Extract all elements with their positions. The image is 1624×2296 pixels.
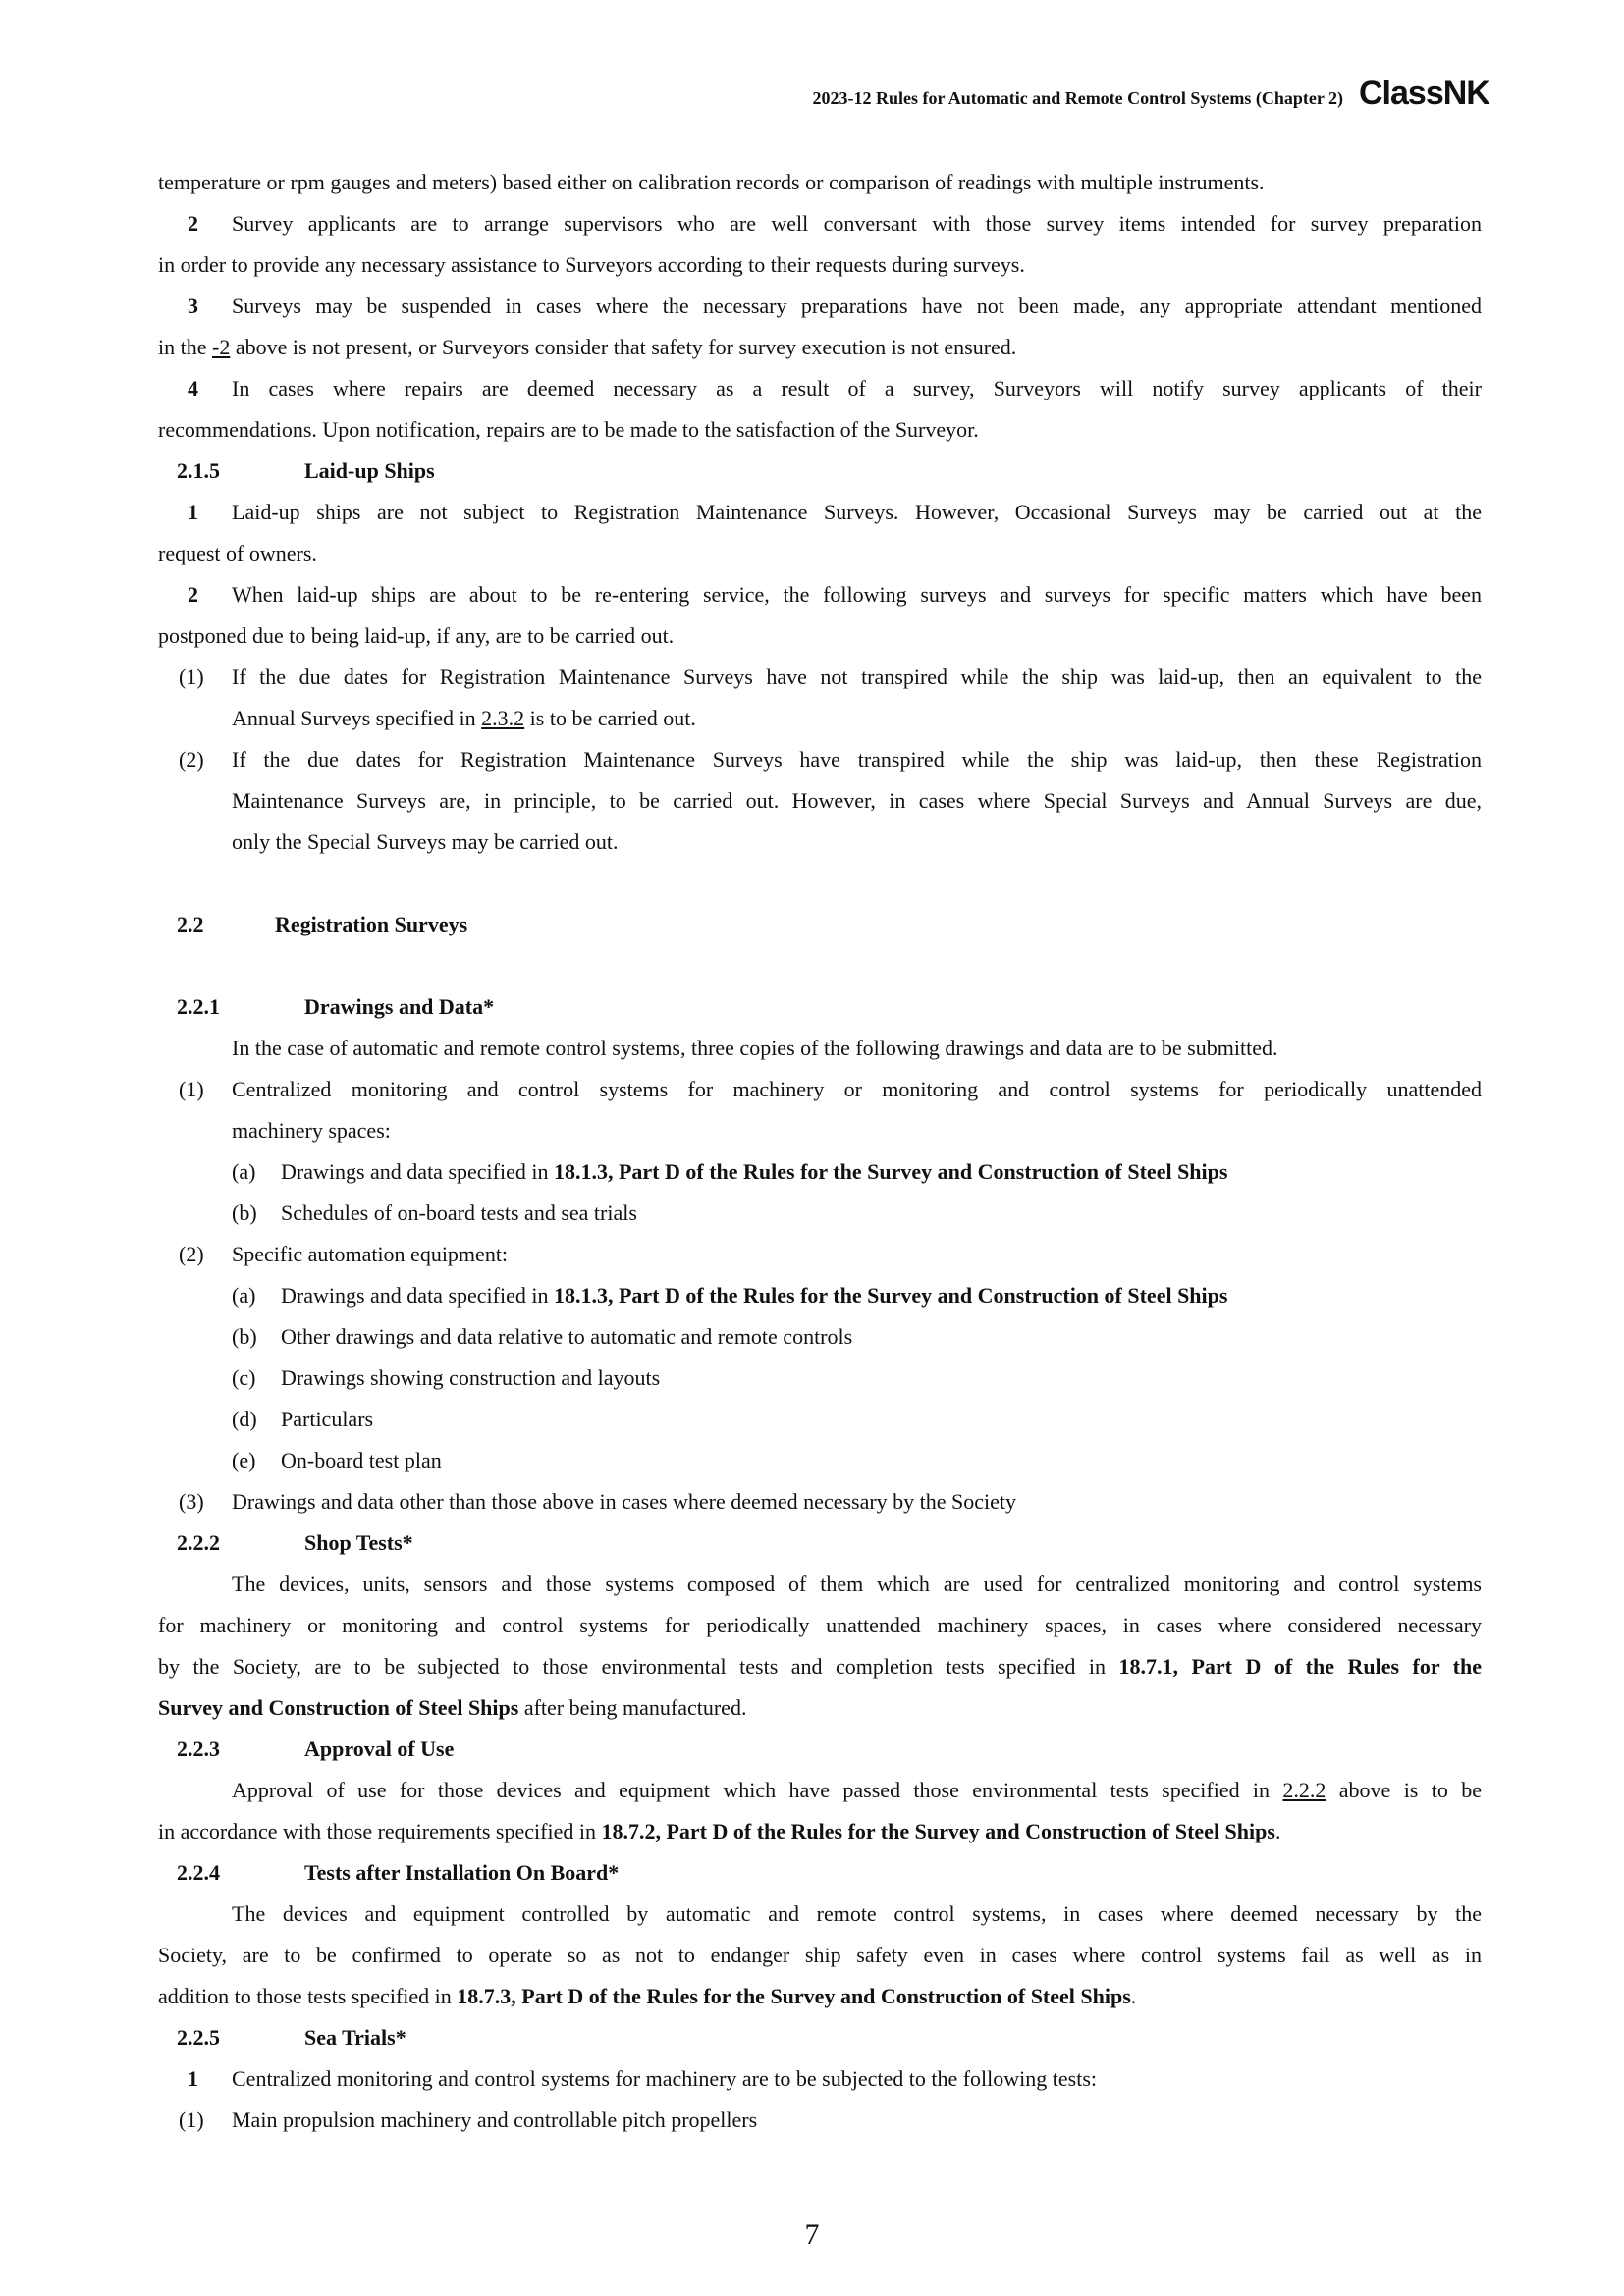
sublist-letter: (b) [232, 1324, 257, 1349]
paragraph-line: addition to those tests specified in 18.7.3, Part D of the Rules for the Survey and Construction of Steel Ships. [158, 1984, 1137, 2008]
list-number: (2) [179, 1242, 204, 1266]
paragraph-line: in accordance with those requirements specified in 18.7.2, Part D of the Rules for the Survey and Construction of Steel Ships. [158, 1819, 1281, 1843]
cross-reference-link[interactable]: 2.3.2 [481, 706, 525, 730]
sublist-letter: (a) [232, 1159, 256, 1184]
section-title: Sea Trials* [304, 2025, 406, 2050]
section-number: 2.2.5 [177, 2025, 220, 2050]
list-item-line: Centralized monitoring and control systems for machinery or monitoring and control systems for periodically unattended [232, 1077, 1482, 1101]
section-title: Laid-up Ships [304, 458, 435, 483]
list-item-line: Specific automation equipment: [232, 1242, 509, 1266]
paragraph-line: The devices and equipment controlled by automatic and remote control systems, in cases where deemed necessary by the [232, 1901, 1482, 1926]
sublist-letter: (d) [232, 1407, 257, 1431]
paragraph-3-line-1: Surveys may be suspended in cases where the necessary preparations have not been made, any appropriate attendant mentioned [232, 294, 1482, 318]
paragraph-line: Approval of use for those devices and equipment which have passed those environmental tests specified in 2.2.2 above is to be [232, 1778, 1482, 1802]
list-item-line: only the Special Surveys may be carried out. [232, 829, 619, 854]
paragraph-4-number: 4 [188, 376, 198, 400]
list-item-line: Maintenance Surveys are, in principle, to be carried out. However, in cases where Special Surveys and Annual Surveys are due, [232, 788, 1482, 813]
paragraph-2-number: 2 [188, 211, 198, 236]
section-title: Registration Surveys [275, 912, 468, 936]
sublist-item: Particulars [281, 1407, 374, 1431]
list-number: (1) [179, 665, 204, 689]
list-item-line: If the due dates for Registration Maintenance Surveys have transpired while the ship was laid-up, then these Registration [232, 747, 1482, 772]
paragraph-3-line-2: in the -2 above is not present, or Surveyors consider that safety for survey execution is not ensured. [158, 335, 1017, 359]
sublist-letter: (a) [232, 1283, 256, 1308]
sublist-item: Drawings showing construction and layouts [281, 1365, 661, 1390]
sublist-item: Drawings and data specified in 18.1.3, Part D of the Rules for the Survey and Construction of Steel Ships [281, 1159, 1228, 1184]
list-item-line: Drawings and data other than those above in cases where deemed necessary by the Society [232, 1489, 1017, 1514]
list-item-line: machinery spaces: [232, 1118, 391, 1143]
paragraph-4-line-2: recommendations. Upon notification, repairs are to be made to the satisfaction of the Surveyor. [158, 417, 979, 442]
section-title: Approval of Use [304, 1736, 455, 1761]
sublist-letter: (b) [232, 1201, 257, 1225]
section-title: Shop Tests* [304, 1530, 413, 1555]
list-number: (2) [179, 747, 204, 772]
section-title: Tests after Installation On Board* [304, 1860, 620, 1885]
paragraph-line: Centralized monitoring and control systems for machinery are to be subjected to the following tests: [232, 2066, 1097, 2091]
paragraph-line: The devices, units, sensors and those systems composed of them which are used for centralized monitoring and control systems [232, 1572, 1482, 1596]
sublist-item: Other drawings and data relative to automatic and remote controls [281, 1324, 853, 1349]
sublist-letter: (e) [232, 1448, 256, 1472]
sublist-item: On-board test plan [281, 1448, 442, 1472]
paragraph-number: 2 [188, 582, 198, 607]
paragraph-line: request of owners. [158, 541, 317, 565]
paragraph-line: by the Society, are to be subjected to those environmental tests and completion tests specified in 18.7.1, Part D of the Rules for the [158, 1654, 1482, 1679]
list-item-line: Annual Surveys specified in 2.3.2 is to be carried out. [232, 706, 696, 730]
paragraph-line: Society, are to be confirmed to operate so as not to endanger ship safety even in cases where control systems fail as well as in [158, 1943, 1482, 1967]
list-number: (1) [179, 2108, 204, 2132]
paragraph-line: postponed due to being laid-up, if any, are to be carried out. [158, 623, 675, 648]
section-number: 2.2.2 [177, 1530, 220, 1555]
list-number: (3) [179, 1489, 204, 1514]
paragraph-3-number: 3 [188, 294, 198, 318]
cross-reference-link[interactable]: 2.2.2 [1282, 1778, 1326, 1802]
section-number: 2.2 [177, 912, 204, 936]
paragraph-number: 1 [188, 2066, 198, 2091]
running-header: 2023-12 Rules for Automatic and Remote Control Systems (Chapter 2) [812, 88, 1343, 108]
list-number: (1) [179, 1077, 204, 1101]
sublist-letter: (c) [232, 1365, 256, 1390]
page-number: 7 [804, 2218, 820, 2251]
paragraph-2-line-1: Survey applicants are to arrange supervisors who are well conversant with those survey items intended for survey preparation [232, 211, 1482, 236]
section-number: 2.2.4 [177, 1860, 220, 1885]
section-number: 2.2.3 [177, 1736, 220, 1761]
sublist-item: Drawings and data specified in 18.1.3, Part D of the Rules for the Survey and Construction of Steel Ships [281, 1283, 1228, 1308]
sublist-item: Schedules of on-board tests and sea trials [281, 1201, 637, 1225]
section-number: 2.1.5 [177, 458, 220, 483]
paragraph-line: Survey and Construction of Steel Ships after being manufactured. [158, 1695, 747, 1720]
list-item-line: If the due dates for Registration Maintenance Surveys have not transpired while the ship was laid-up, then an equivalent to the [232, 665, 1482, 689]
section-number: 2.2.1 [177, 994, 220, 1019]
paragraph-2-line-2: in order to provide any necessary assistance to Surveyors according to their requests during surveys. [158, 252, 1025, 277]
paragraph-number: 1 [188, 500, 198, 524]
paragraph-line: In the case of automatic and remote control systems, three copies of the following drawings and data are to be submitted. [232, 1036, 1278, 1060]
list-item-line: Main propulsion machinery and controllable pitch propellers [232, 2108, 758, 2132]
cross-reference-link[interactable]: -2 [212, 335, 231, 359]
paragraph-line: Laid-up ships are not subject to Registration Maintenance Surveys. However, Occasional Surveys may be carried out at the [232, 500, 1482, 524]
classnk-logo: ClassNK [1359, 75, 1489, 112]
paragraph-line: for machinery or monitoring and control systems for periodically unattended machinery spaces, in cases where considered necessary [158, 1613, 1482, 1637]
section-title: Drawings and Data* [304, 994, 495, 1019]
paragraph-line: When laid-up ships are about to be re-entering service, the following surveys and surveys for specific matters which have been [232, 582, 1482, 607]
paragraph-continuation: temperature or rpm gauges and meters) based either on calibration records or comparison of readings with multiple instruments. [158, 170, 1265, 194]
paragraph-4-line-1: In cases where repairs are deemed necessary as a result of a survey, Surveyors will notify survey applicants of their [232, 376, 1482, 400]
